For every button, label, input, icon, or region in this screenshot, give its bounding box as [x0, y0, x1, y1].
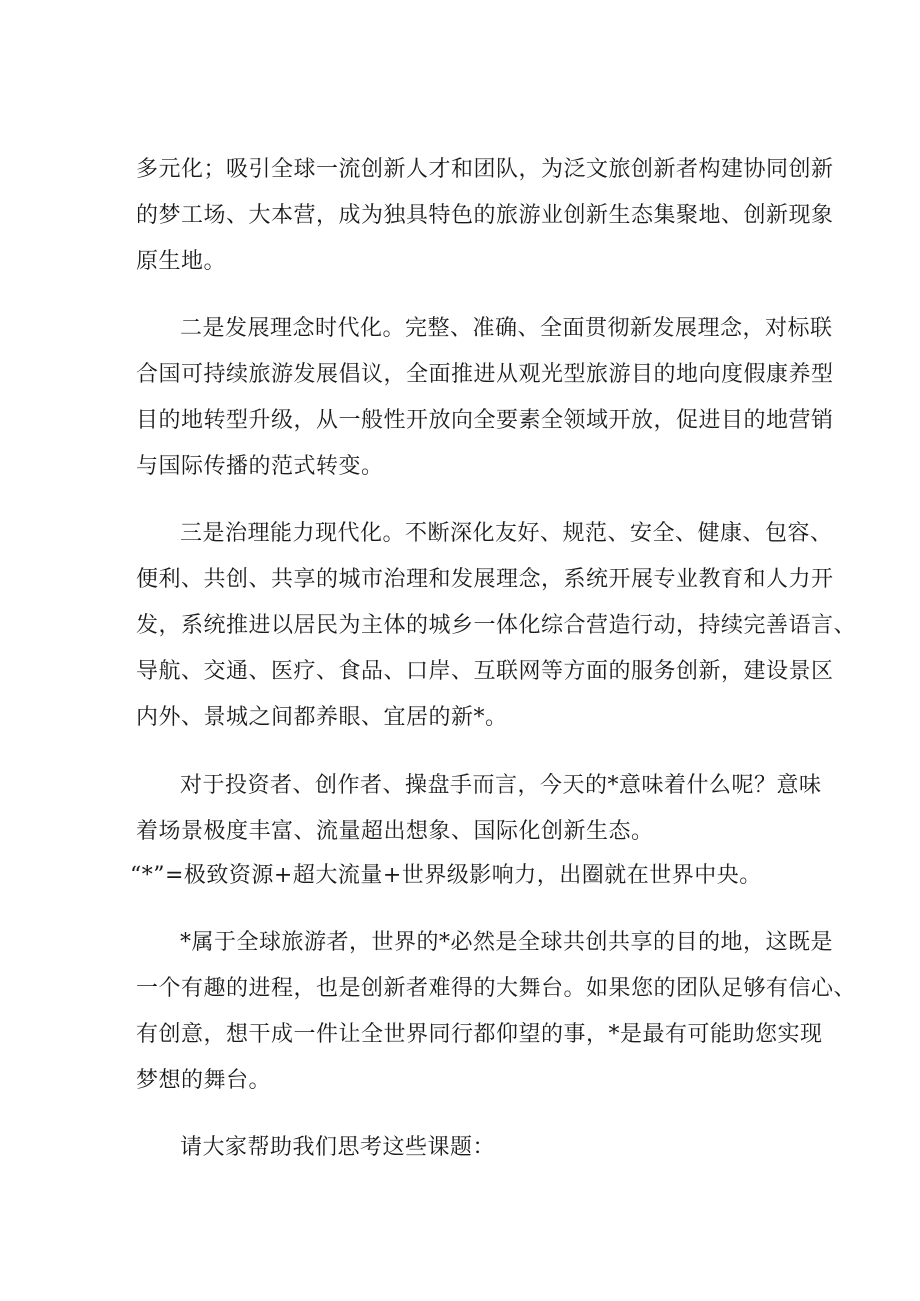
text-line: 梦想的舞台。 — [136, 1068, 272, 1093]
text-line: 有创意，想干成一件让全世界同行都仰望的事，*是最有可能助您实现 — [136, 1022, 823, 1047]
formula-line: “*”=极致资源+超大流量+世界级影响力，出圈就在世界中央。 — [130, 863, 762, 888]
text-line: 二是发展理念时代化。完整、准确、全面贯彻新发展理念，对标联 — [180, 316, 833, 341]
text-line: 便利、共创、共享的城市治理和发展理念，系统开展专业教育和人力开 — [136, 567, 834, 592]
text-line: 发，系统推进以居民为主体的城乡一体化综合营造行动，持续完善语言、 — [136, 613, 857, 638]
text-line: 一个有趣的进程，也是创新者难得的大舞台。如果您的团队足够有信心、 — [136, 976, 857, 1001]
text-line: 三是治理能力现代化。不断深化友好、规范、安全、健康、包容、 — [180, 521, 833, 546]
text-line: 原生地。 — [136, 249, 227, 274]
text-line: *属于全球旅游者，世界的*必然是全球共创共享的目的地，这既是 — [180, 930, 834, 955]
text-line: 导航、交通、医疗、食品、口岸、互联网等方面的服务创新，建设景区 — [136, 659, 834, 684]
text-line: 请大家帮助我们思考这些课题： — [180, 1135, 496, 1160]
text-line: 的梦工场、大本营，成为独具特色的旅游业创新生态集聚地、创新现象 — [136, 203, 834, 228]
text-line: 对于投资者、创作者、操盘手而言，今天的*意味着什么呢？意味 — [180, 773, 822, 798]
text-line: 合国可持续旅游发展倡议，全面推进从观光型旅游目的地向度假康养型 — [136, 362, 834, 387]
text-line: 多元化；吸引全球一流创新人才和团队，为泛文旅创新者构建协同创新 — [136, 157, 834, 182]
text-line: 着场景极度丰富、流量超出想象、国际化创新生态。 — [136, 819, 654, 844]
text-line: 与国际传播的范式转变。 — [136, 454, 384, 479]
text-line: 内外、景城之间都养眼、宜居的新*。 — [136, 705, 508, 730]
text-line: 目的地转型升级，从一般性开放向全要素全领域开放，促进目的地营销 — [136, 408, 834, 433]
